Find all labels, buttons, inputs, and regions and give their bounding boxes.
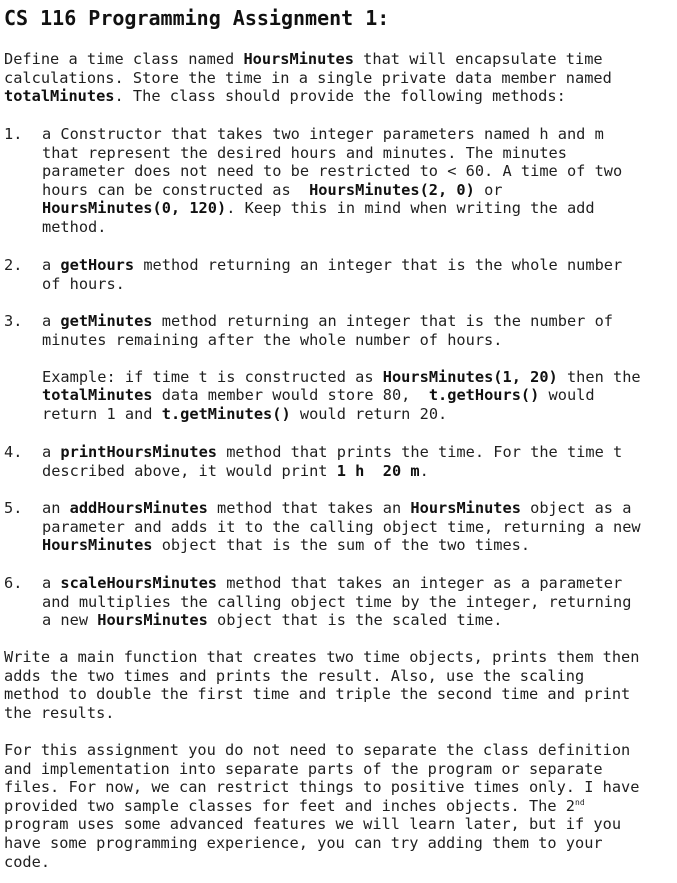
method-description: a getMinutes method returning an integer that is the number of minutes remaining after the whole number of hours. Example: if time t is constructed as HoursMinutes(1, 20) then the totalMinutes data member would store 80, t.getHours() would return 1 and t.getMinutes() would return 20. <box>42 312 641 423</box>
intro-line: Define a time class named HoursMinutes that will encapsulate time <box>4 50 603 68</box>
method-description: a printHoursMinutes method that prints the time. For the time t described above, it would print 1 h 20 m. <box>42 443 623 480</box>
intro-paragraph <box>4 50 672 106</box>
main-function-paragraph: Write a main function that creates two time objects, prints them then adds the two times and prints the result. Also, use the scaling method to double the first time and triple the second time and print the results. <box>4 648 640 722</box>
method-description: a getHours method returning an integer that is the whole number of hours. <box>42 256 623 293</box>
list-number: 6. <box>4 574 23 592</box>
list-number: 3. <box>4 312 23 330</box>
list-number: 2. <box>4 256 23 274</box>
list-number: 4. <box>4 443 23 461</box>
method-description: a scaleHoursMinutes method that takes an integer as a parameter and multiplies the calling object time by the integer, returning a new HoursMinutes object that is the scaled time. <box>42 574 632 630</box>
method-description: an addHoursMinutes method that takes an HoursMinutes object as a parameter and adds it to the calling object time, returning a new HoursMinutes object that is the sum of the two times. <box>42 499 641 555</box>
method-description: a Constructor that takes two integer parameters named h and m that represent the desired hours and minutes. The minutes parameter does not need to be restricted to < 60. A time of two hours can be constructed as HoursMinutes(2, 0) or HoursMinutes(0, 120). Keep this in mind when writing the add method. <box>42 125 623 236</box>
list-number: 1. <box>4 125 23 143</box>
example-text: Example: if time t is constructed as HoursMinutes(1, 20) then the <box>42 367 641 386</box>
page-title: CS 116 Programming Assignment 1: <box>4 6 390 30</box>
intro-line: totalMinutes. The class should provide the following methods: <box>4 87 566 106</box>
notes-paragraph: For this assignment you do not need to separate the class definition and implementation into separate parts of the program or separate files. For now, we can restrict things to positive times only. I have provided two sample classes for feet and inches objects. The 2nd program uses some advanced features we will learn later, but if you have some programming experience, you can try adding them to your code. <box>4 741 640 871</box>
superscript-nd: nd <box>575 797 585 807</box>
list-number: 5. <box>4 499 23 517</box>
intro-line: calculations. Store the time in a single private data member named <box>4 68 612 87</box>
